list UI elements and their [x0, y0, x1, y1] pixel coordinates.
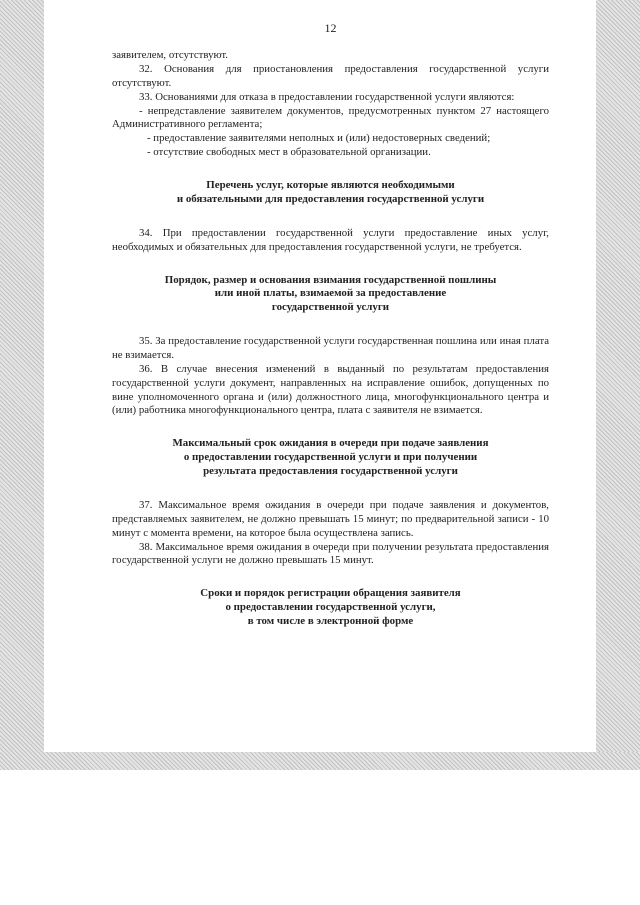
paragraph-32: 32. Основания для приостановления предоставления государственной услуги отсутствуют. [112, 62, 549, 89]
heading-line: Максимальный срок ожидания в очереди при подаче заявления [172, 437, 489, 450]
heading-line: Перечень услуг, которые являются необходимыми [206, 179, 455, 192]
heading-line: результата предоставления государственной услуги [203, 464, 458, 477]
list-item: - непредставление заявителем документов, предусмотренных пунктом 27 настоящего Административного регламента; [112, 104, 549, 131]
heading-line: Порядок, размер и основания взимания государственной пошлины [164, 273, 497, 286]
document-page [112, 22, 549, 649]
section-heading [112, 587, 549, 628]
paragraph-33: 33. Основаниями для отказа в предоставлении государственной услуги являются: [139, 90, 515, 103]
paragraph-35: 35. За предоставление государственной услуги государственная пошлина или иная плата не взимается. [112, 334, 549, 361]
section-heading [112, 437, 549, 478]
heading-line: и обязательными для предоставления государственной услуги [176, 192, 485, 205]
paragraph-34: 34. При предоставлении государственной услуги предоставление иных услуг, необходимых и обязательных для предоставления государственной услуги, не требуется. [112, 226, 549, 253]
paragraph-36: 36. В случае внесения изменений в выданный по результатам предоставления государственной услуги документ, направленных на исправление ошибок, допущенных по вине уполномоченного органа и (или) должностного лица, многофункционального центра и (или) работника многофункционального центра, плата с заявителя не взимается. [112, 362, 549, 417]
section-heading [112, 274, 549, 315]
heading-line: или иной платы, взимаемой за предоставление [214, 287, 447, 300]
scan-border-bottom [0, 752, 640, 770]
scan-border-left [0, 0, 44, 770]
heading-line: в том числе в электронной форме [247, 614, 414, 627]
section-heading [112, 179, 549, 207]
page-number: 12 [324, 21, 337, 35]
paragraph-38: 38. Максимальное время ожидания в очереди при получении результата предоставления государственной услуги не должно превышать 15 минут. [112, 540, 549, 567]
heading-line: о предоставлении государственной услуги и при получении [183, 451, 478, 464]
scan-border-right [596, 0, 640, 770]
heading-line: о предоставлении государственной услуги, [225, 601, 436, 614]
paragraph: заявителем, отсутствуют. [112, 48, 228, 61]
list-item: - предоставление заявителями неполных и (или) недостоверных сведений; [147, 132, 491, 145]
list-item: - отсутствие свободных мест в образовательной организации. [147, 146, 431, 159]
paragraph-37: 37. Максимальное время ожидания в очереди при подаче заявления и документов, представляемых заявителем, не должно превышать 15 минут; по предварительной записи - 10 минут с момента времени, на которое была осуществлена запись. [112, 498, 549, 539]
heading-line: Сроки и порядок регистрации обращения заявителя [200, 587, 461, 600]
heading-line: государственной услуги [271, 301, 390, 314]
